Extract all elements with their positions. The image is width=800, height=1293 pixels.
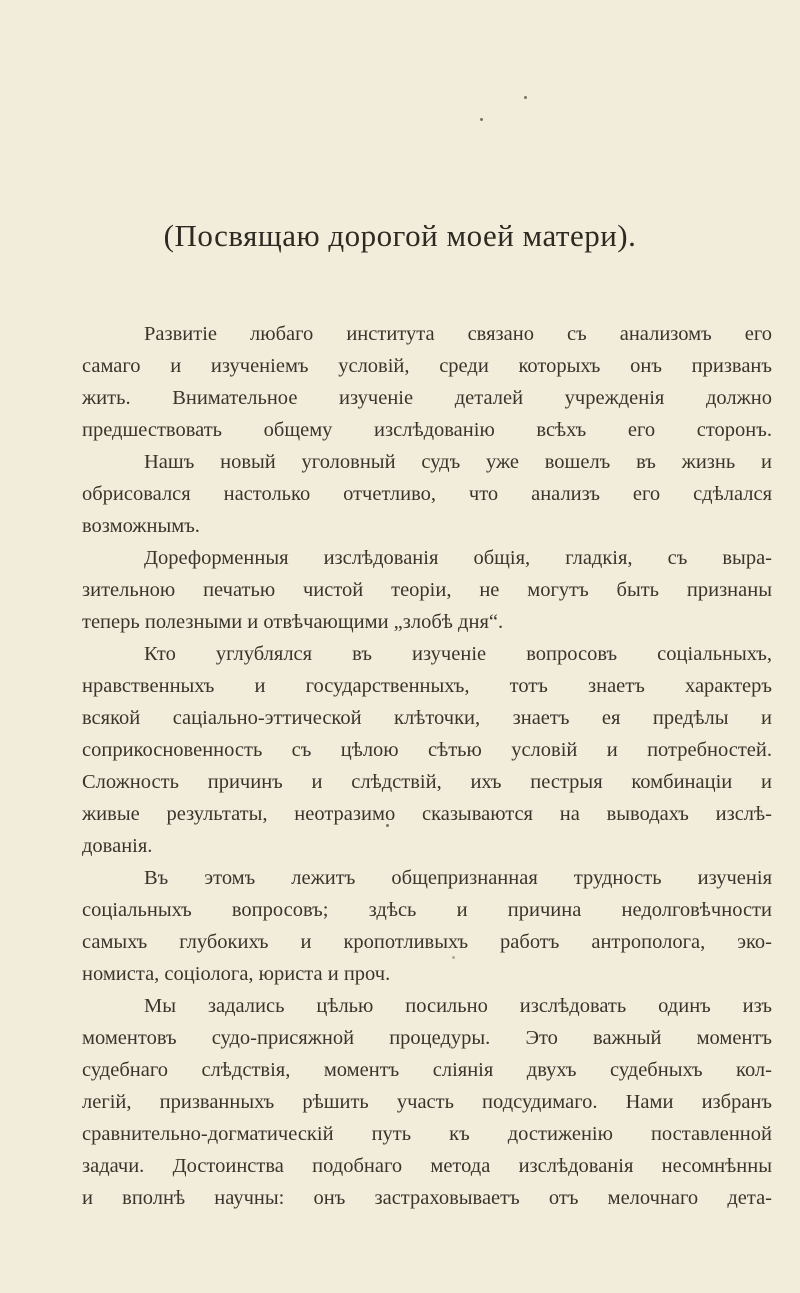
text-line: номиста, соціолога, юриста и проч. [82,963,391,985]
text-line: предшествовать общему изслѣдованію всѣхъ его сторонъ. [82,419,772,441]
text-line: всякой саціально-эттической клѣточки, знаетъ ея предѣлы и [82,707,772,729]
text-line: самыхъ глубокихъ и кропотливыхъ работъ антрополога, эко- [82,931,772,953]
print-speck [480,118,483,121]
text-line: и вполнѣ научны: онъ застраховываетъ отъ мелочнаго дета- [82,1187,772,1209]
text-line: Развитіе любаго института связано съ анализомъ его [144,323,772,345]
text-line: соціальныхъ вопросовъ; здѣсь и причина недолговѣчности [82,899,772,921]
text-line: легій, призванныхъ рѣшить участь подсудимаго. Нами избранъ [82,1091,772,1113]
text-line: самаго и изученіемъ условій, среди которыхъ онъ призванъ [82,355,772,377]
text-line: задачи. Достоинства подобнаго метода изслѣдованія несомнѣнны [82,1155,772,1177]
text-line: возможнымъ. [82,515,200,537]
text-line: Въ этомъ лежитъ общепризнанная трудность изученія [144,867,772,889]
text-line: соприкосновенность съ цѣлою сѣтью условій и потребностей. [82,739,772,761]
text-line: моментовъ судо-присяжной процедуры. Это важный моментъ [82,1027,772,1049]
print-speck [524,96,527,99]
text-line: Дореформенныя изслѣдованія общія, гладкія, съ выра- [144,547,772,569]
text-line: теперь полезными и отвѣчающими „злобѣ дня“. [82,611,504,633]
text-line: сравнительно-догматическій путь къ достиженію поставленной [82,1123,772,1145]
text-line: дованія. [82,835,153,857]
text-line: Кто углублялся въ изученіе вопросовъ соціальныхъ, [144,643,772,665]
text-line: живые результаты, неотразимо сказываются на выводахъ изслѣ- [82,803,772,825]
text-line: нравственныхъ и государственныхъ, тотъ знаетъ характеръ [82,675,772,697]
text-line: судебнаго слѣдствія, моментъ сліянія двухъ судебныхъ кол- [82,1059,772,1081]
text-line: зительною печатью чистой теоріи, не могутъ быть признаны [82,579,772,601]
text-line: обрисовался настолько отчетливо, что анализъ его сдѣлался [82,483,772,505]
text-line: Сложность причинъ и слѣдствій, ихъ пестрыя комбинаціи и [82,771,772,793]
text-line: Мы задались цѣлью посильно изслѣдовать одинъ изъ [144,995,772,1017]
text-line: жить. Внимательное изученіе деталей учрежденія должно [82,387,772,409]
text-line: Нашъ новый уголовный судъ уже вошелъ въ жизнь и [144,451,772,473]
body-text [82,318,772,1214]
dedication-heading: (Посвящаю дорогой моей матери). [163,218,637,253]
